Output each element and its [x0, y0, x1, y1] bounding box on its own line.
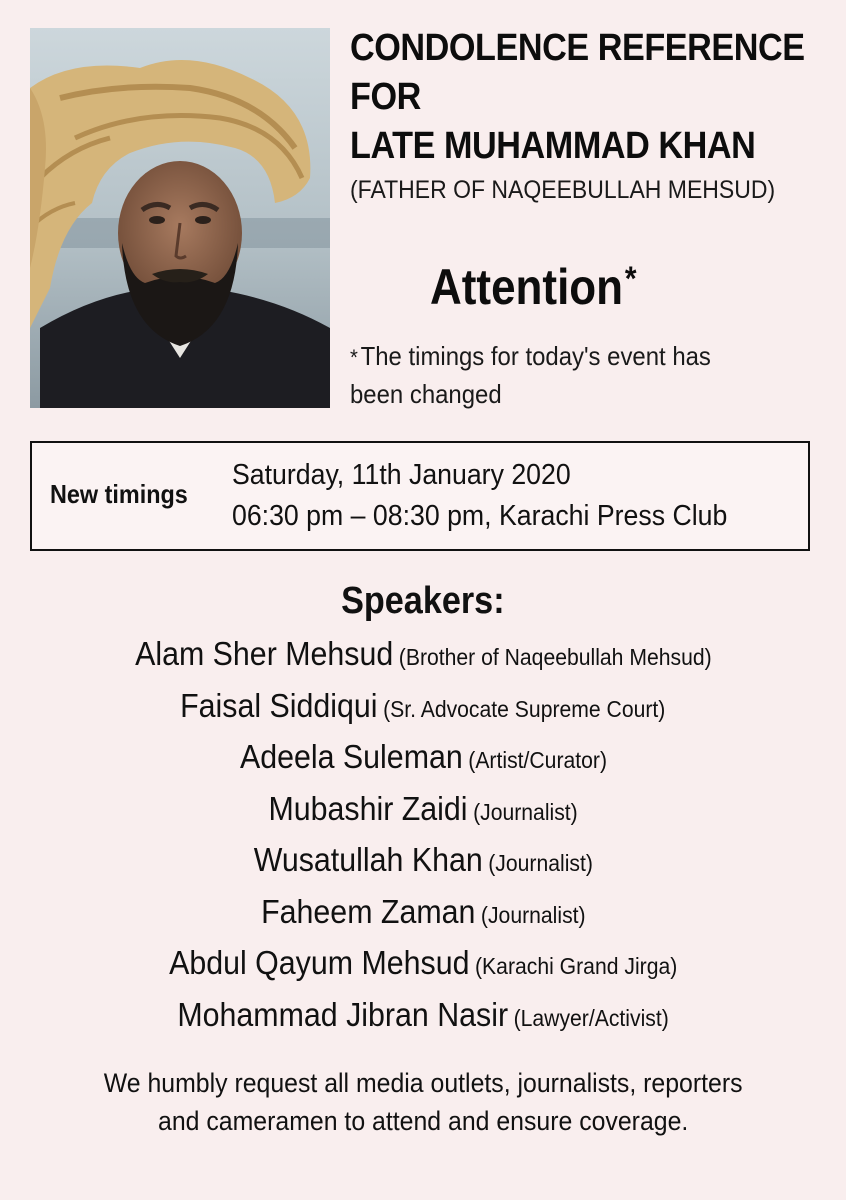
speaker-role: (Karachi Grand Jirga): [474, 953, 678, 979]
speaker-item: [0, 783, 846, 835]
media-request-line-1: We humbly request all media outlets, journalists, reporters: [103, 1068, 743, 1098]
media-request-line-2: and cameramen to attend and ensure coverage.: [157, 1106, 689, 1136]
notice-line-2: been changed: [350, 379, 502, 409]
speaker-role: (Artist/Curator): [467, 747, 607, 773]
speakers-heading: Speakers:: [341, 580, 505, 622]
speaker-role: (Brother of Naqeebullah Mehsud): [398, 644, 712, 670]
speaker-role: (Lawyer/Activist): [513, 1004, 669, 1031]
notice-line-1: The timings for today's event has: [360, 341, 711, 371]
speaker-role: (Journalist): [487, 850, 593, 876]
portrait-illustration: [30, 28, 330, 408]
event-title: [350, 24, 805, 171]
title-line-1: CONDOLENCE REFERENCE: [350, 27, 805, 69]
attention-text: Attention: [430, 259, 624, 315]
speaker-name: Alam Sher Mehsud: [134, 635, 393, 672]
new-timings-box: [30, 441, 810, 551]
event-time-venue: 06:30 pm – 08:30 pm, Karachi Press Club: [232, 500, 728, 532]
portrait-photo: [30, 28, 330, 408]
speaker-role: (Journalist): [480, 901, 586, 928]
speaker-role: (Journalist): [472, 798, 578, 825]
new-timings-details: [232, 455, 727, 537]
speaker-item: [0, 680, 846, 732]
speaker-item: [0, 989, 846, 1041]
speaker-name: Abdul Qayum Mehsud: [168, 944, 470, 981]
speaker-name: Adeela Suleman: [239, 738, 463, 775]
new-timings-label: New timings: [50, 479, 188, 509]
speaker-item: [0, 834, 846, 886]
speaker-name: Faheem Zaman: [260, 892, 476, 930]
event-date: Saturday, 11th January 2020: [232, 459, 571, 491]
speaker-item: [0, 886, 846, 938]
speaker-name: Faisal Siddiqui: [180, 686, 378, 724]
timing-change-notice: [350, 338, 792, 412]
asterisk-icon: *: [624, 260, 637, 298]
speaker-item: [0, 937, 846, 989]
speaker-list: [0, 628, 846, 1040]
event-subtitle: (FATHER OF NAQEEBULLAH MEHSUD): [350, 176, 776, 204]
speaker-item: [0, 628, 846, 680]
attention-heading: [430, 258, 636, 316]
title-line-2: FOR: [350, 76, 421, 118]
media-request: [0, 1064, 846, 1140]
title-line-3: LATE MUHAMMAD KHAN: [350, 125, 756, 167]
speaker-name: Wusatullah Khan: [253, 841, 483, 878]
speaker-name: Mohammad Jibran Nasir: [177, 995, 508, 1033]
speaker-role: (Sr. Advocate Supreme Court): [383, 695, 666, 722]
asterisk-icon: *: [350, 345, 358, 370]
speaker-name: Mubashir Zaidi: [268, 789, 468, 827]
speaker-item: [0, 731, 846, 783]
